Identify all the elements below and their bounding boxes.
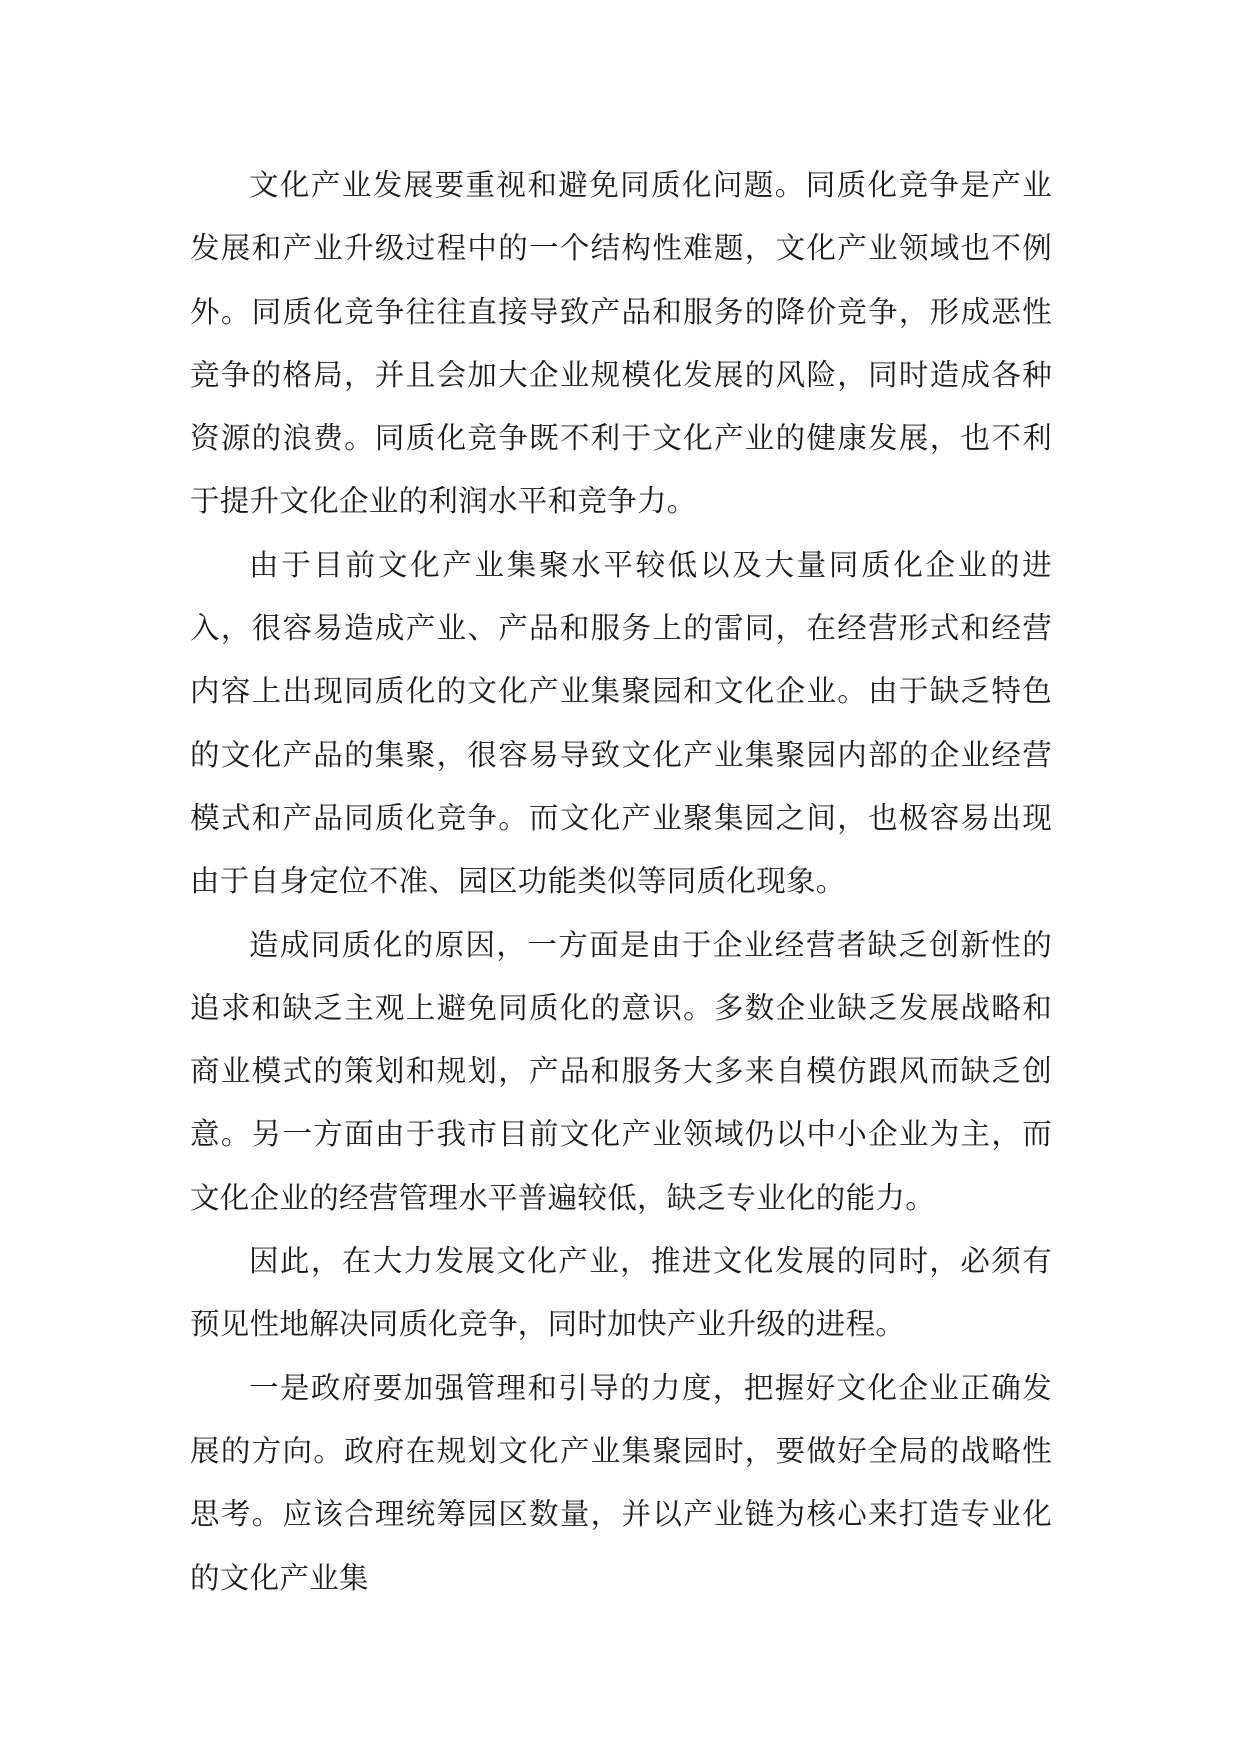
document-body	[190, 154, 1052, 1610]
paragraph-1: 文化产业发展要重视和避免同质化问题。同质化竞争是产业发展和产业升级过程中的一个结构性难题，文化产业领域也不例外。同质化竞争往往直接导致产品和服务的降价竞争，形成恶性竞争的格局，并且会加大企业规模化发展的风险，同时造成各种资源的浪费。同质化竞争既不利于文化产业的健康发展，也不利于提升文化企业的利润水平和竞争力。	[190, 168, 1052, 519]
paragraph-2: 由于目前文化产业集聚水平较低以及大量同质化企业的进入，很容易造成产业、产品和服务上的雷同，在经营形式和经营内容上出现同质化的文化产业集聚园和文化企业。由于缺乏特色的文化产品的集聚，很容易导致文化产业集聚园内部的企业经营模式和产品同质化竞争。而文化产业聚集园之间，也极容易出现由于自身定位不准、园区功能类似等同质化现象。	[190, 547, 1052, 899]
paragraph-4: 因此，在大力发展文化产业，推进文化发展的同时，必须有预见性地解决同质化竞争，同时加快产业升级的进程。	[190, 1244, 1052, 1342]
paragraph-3: 造成同质化的原因，一方面是由于企业经营者缺乏创新性的追求和缺乏主观上避免同质化的意识。多数企业缺乏发展战略和商业模式的策划和规划，产品和服务大多来自模仿跟风而缺乏创意。另一方面由于我市目前文化产业领域仍以中小企业为主，而文化企业的经营管理水平普遍较低，缺乏专业化的能力。	[190, 927, 1052, 1215]
paragraph-5: 一是政府要加强管理和引导的力度，把握好文化企业正确发展的方向。政府在规划文化产业集聚园时，要做好全局的战略性思考。应该合理统筹园区数量，并以产业链为核心来打造专业化的文化产业集	[190, 1370, 1052, 1595]
